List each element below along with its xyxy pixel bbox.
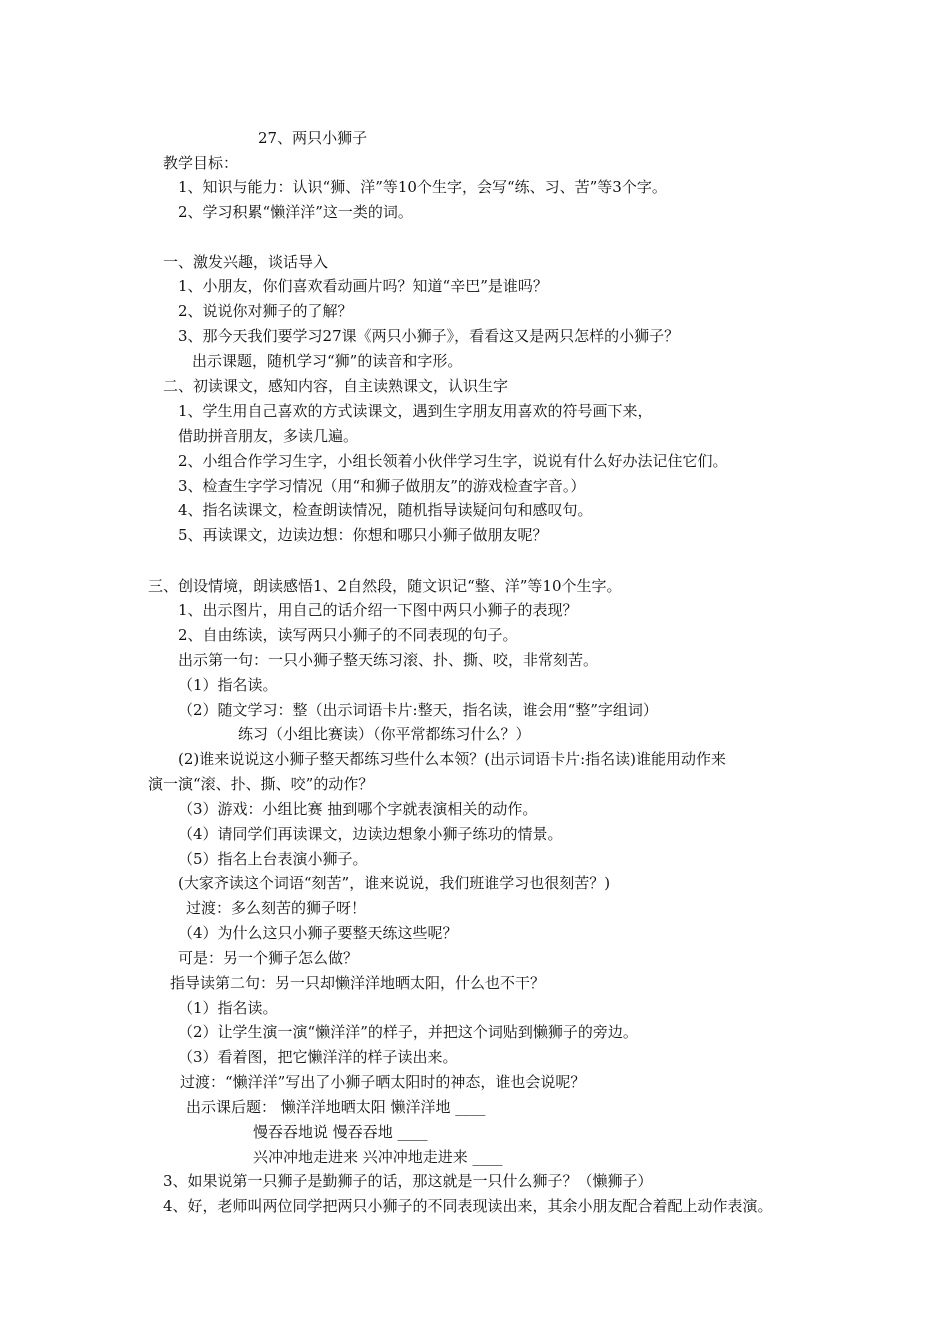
section-heading-3: 三、创设情境，朗读感悟1、2自然段，随文识记“整、洋”等10个生字。 [148,577,622,595]
section-heading-2: 二、初读课文，感知内容，自主读熟课文，认识生字 [163,377,509,395]
text-line: （3）看着图，把它懒洋洋的样子读出来。 [178,1048,458,1066]
text-line: 指导读第二句：另一只却懒洋洋地晒太阳，什么也不干？ [170,974,546,992]
text-line: 1、学生用自己喜欢的方式读课文，遇到生字朋友用喜欢的符号画下来， [178,402,653,420]
text-line: （2）让学生演一演“懒洋洋”的样子，并把这个词贴到懒狮子的旁边。 [178,1023,638,1041]
text-line: 2、学习积累“懒洋洋”这一类的词。 [178,203,413,221]
text-line: 3、那今天我们要学习27课《两只小狮子》，看看这又是两只怎样的小狮子？ [178,327,680,345]
text-line: 借助拼音朋友，多读几遍。 [178,427,359,445]
text-line: 1、出示图片，用自己的话介绍一下图中两只小狮子的表现？ [178,601,578,619]
section-heading-1: 一、激发兴趣，谈话导入 [163,253,329,271]
text-line: 2、自由练读，读写两只小狮子的不同表现的句子。 [178,626,518,644]
exercise-line: 兴冲冲地走进来 兴冲冲地走进来 ____ [253,1148,503,1166]
text-line: 演一演“滚、扑、撕、咬”的动作？ [148,775,374,793]
text-line: （4）为什么这只小狮子要整天练这些呢？ [178,924,458,942]
text-line: （1）指名读。 [178,999,278,1017]
text-line: 5、再读课文，边读边想：你想和哪只小狮子做朋友呢？ [178,526,548,544]
text-line: （2）随文学习：整（出示词语卡片:整天，指名读，谁会用“整”字组词） [178,701,658,719]
text-line: 可是：另一个狮子怎么做？ [178,949,359,967]
text-line: 过渡：多么刻苦的狮子呀！ [186,899,367,917]
exercise-line: 慢吞吞地说 慢吞吞地 ____ [253,1123,428,1141]
text-line: (大家齐读这个词语“刻苦”，谁来说说，我们班谁学习也很刻苦？) [178,874,611,892]
text-line: 出示第一句：一只小狮子整天练习滚、扑、撕、咬，非常刻苦。 [178,651,599,669]
text-line: 过渡：“懒洋洋”写出了小狮子晒太阳时的神态，谁也会说呢？ [180,1073,586,1091]
exercise-line: 出示课后题： 懒洋洋地晒太阳 懒洋洋地 ____ [186,1098,486,1116]
text-line: （4）请同学们再读课文，边读边想象小狮子练功的情景。 [178,825,563,843]
text-line: 练习（小组比赛读）（你平常都练习什么？） [238,725,531,743]
text-line: 1、小朋友，你们喜欢看动画片吗？知道“辛巴”是谁吗？ [178,277,548,295]
text-line: 4、好，老师叫两位同学把两只小狮子的不同表现读出来，其余小朋友配合着配上动作表演。 [163,1197,773,1215]
text-line: 1、知识与能力：认识“狮、洋”等10个生字，会写“练、习、苦”等3个字。 [178,178,667,196]
text-line: 4、指名读课文，检查朗读情况，随机指导读疑问句和感叹句。 [178,501,593,519]
section-heading-objectives: 教学目标： [163,154,239,172]
text-line: 3、检查生字学习情况（用“和狮子做朋友”的游戏检查字音。） [178,477,586,495]
text-line: （5）指名上台表演小狮子。 [178,850,368,868]
text-line: 出示课题，随机学习“狮”的读音和字形。 [192,352,463,370]
document-title: 27、两只小狮子 [258,129,368,147]
text-line: （1）指名读。 [178,676,278,694]
text-line: 2、小组合作学习生字，小组长领着小伙伴学习生字，说说有什么好办法记住它们。 [178,452,728,470]
text-line: （3）游戏：小组比赛 抽到哪个字就表演相关的动作。 [178,800,538,818]
text-line: (2)谁来说说这小狮子整天都练习些什么本领？(出示词语卡片:指名读)谁能用动作来 [178,750,727,768]
text-line: 2、说说你对狮子的了解？ [178,302,353,320]
text-line: 3、如果说第一只狮子是勤狮子的话，那这就是一只什么狮子？（懒狮子） [163,1172,653,1190]
